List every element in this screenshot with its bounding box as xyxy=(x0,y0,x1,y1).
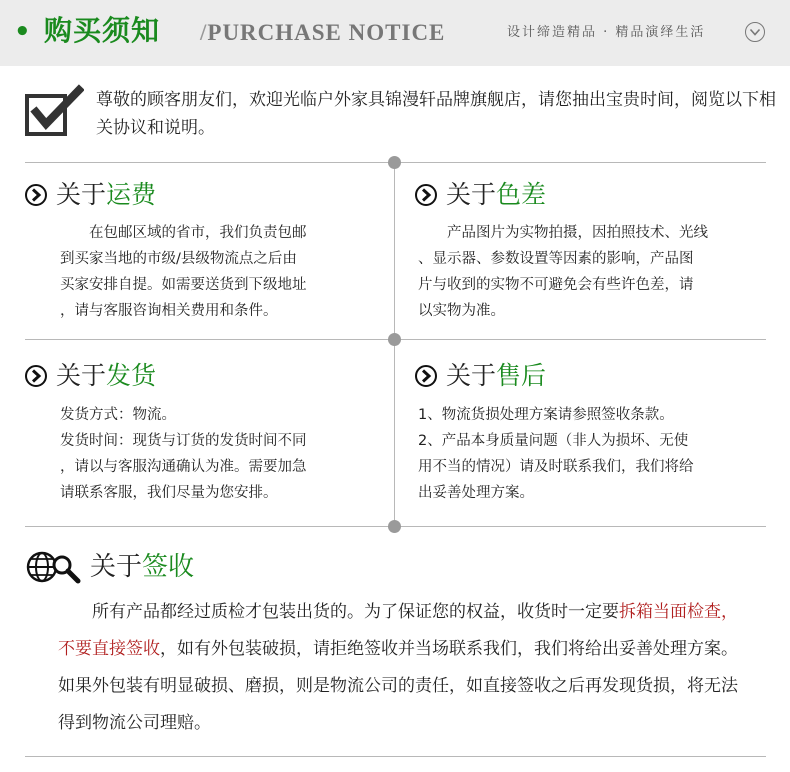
section-keyword: 签收 xyxy=(142,552,195,582)
section-after-sales-body xyxy=(418,402,768,506)
body-line: 产品图片为实物拍摄，因拍照技术、光线 xyxy=(418,225,708,241)
arrow-right-circle-icon xyxy=(24,364,48,388)
section-prefix: 关于 xyxy=(90,552,143,582)
section-prefix: 关于 xyxy=(446,361,497,390)
page-subtitle xyxy=(200,19,445,47)
body-line: 买家安排自提。如需要送货到下级地址 xyxy=(60,277,307,293)
section-shipping-fee-body xyxy=(60,220,380,324)
intro-text: 尊敬的顾客朋友们，欢迎光临户外家具锦漫轩品牌旗舰店，请您抽出宝贵时间，阅览以下相关协议和说明。 xyxy=(96,90,776,138)
section-color-diff-body xyxy=(418,220,768,324)
body-line: 请联系客服，我们尽量为您安排。 xyxy=(60,485,278,501)
chevron-down-circle-icon xyxy=(745,22,765,42)
body-line: 、显示器、参数设置等因素的影响，产品图 xyxy=(418,251,694,267)
body-line: 发货方式：物流。 xyxy=(60,407,176,423)
body-line: 1、物流货损处理方案请参照签收条款。 xyxy=(418,407,674,423)
body-line: 到买家当地的市级/县级物流点之后由 xyxy=(60,251,297,267)
body-line: 出妥善处理方案。 xyxy=(418,485,534,501)
body-line: ，请与客服咨询相关费用和条件。 xyxy=(60,303,278,319)
section-keyword: 发货 xyxy=(106,361,157,390)
divider-dot-middle xyxy=(388,333,401,346)
section-keyword: 运费 xyxy=(106,180,157,209)
signing-warning-text: 拆箱当面检查，不要直接签收 xyxy=(58,602,738,659)
divider-dot-top xyxy=(388,156,401,169)
header-slogan: 设计缔造精品 · 精品演绎生活 xyxy=(507,25,706,40)
body-line: 以实物为准。 xyxy=(418,303,505,319)
section-shipping-fee-heading xyxy=(24,176,156,214)
section-delivery-body xyxy=(60,402,380,506)
chevron-down-icon xyxy=(746,23,764,41)
body-line: 在包邮区域的省市，我们负责包邮 xyxy=(60,225,307,241)
arrow-right-circle-icon xyxy=(414,364,438,388)
body-line: 发货时间：现货与订货的发货时间不同 xyxy=(60,433,307,449)
body-line: 片与收到的实物不可避免会有些许色差，请 xyxy=(418,277,694,293)
signing-text-part-b: ，如有外包装破损，请拒绝签收并当场联系我们，我们将给出妥善处理方案。如果外包装有明显破损、磨损，则是物流公司的责任，如直接签收之后再发现货损，将无法得到物流公司理赔。 xyxy=(58,639,738,733)
section-color-diff-heading xyxy=(414,176,546,214)
section-prefix: 关于 xyxy=(446,180,497,209)
divider-dot-bottom xyxy=(388,520,401,533)
section-signing-body xyxy=(58,594,748,742)
body-line: 2、产品本身质量问题（非人为损坏、无使 xyxy=(418,433,689,449)
subtitle-text: PURCHASE NOTICE xyxy=(207,20,446,45)
section-keyword: 色差 xyxy=(496,180,547,209)
signing-text-part-a: 所有产品都经过质检才包装出货的。为了保证您的权益，收货时一定要 xyxy=(58,602,619,622)
checkbox-checked-icon xyxy=(24,84,84,140)
arrow-right-circle-icon xyxy=(24,183,48,207)
page-title: 购买须知 xyxy=(44,14,161,47)
subtitle-slash: / xyxy=(200,20,208,45)
divider-footer xyxy=(25,756,766,757)
globe-magnifier-icon xyxy=(24,547,82,587)
section-prefix: 关于 xyxy=(56,180,107,209)
arrow-right-circle-icon xyxy=(414,183,438,207)
section-prefix: 关于 xyxy=(56,361,107,390)
section-after-sales-heading xyxy=(414,357,546,395)
section-keyword: 售后 xyxy=(496,361,547,390)
section-signing-heading xyxy=(24,545,194,589)
body-line: ，请以与客服沟通确认为准。需要加急 xyxy=(60,459,307,475)
section-delivery-heading xyxy=(24,357,156,395)
header-bullet: • xyxy=(14,17,31,47)
body-line: 用不当的情况）请及时联系我们，我们将给 xyxy=(418,459,694,475)
